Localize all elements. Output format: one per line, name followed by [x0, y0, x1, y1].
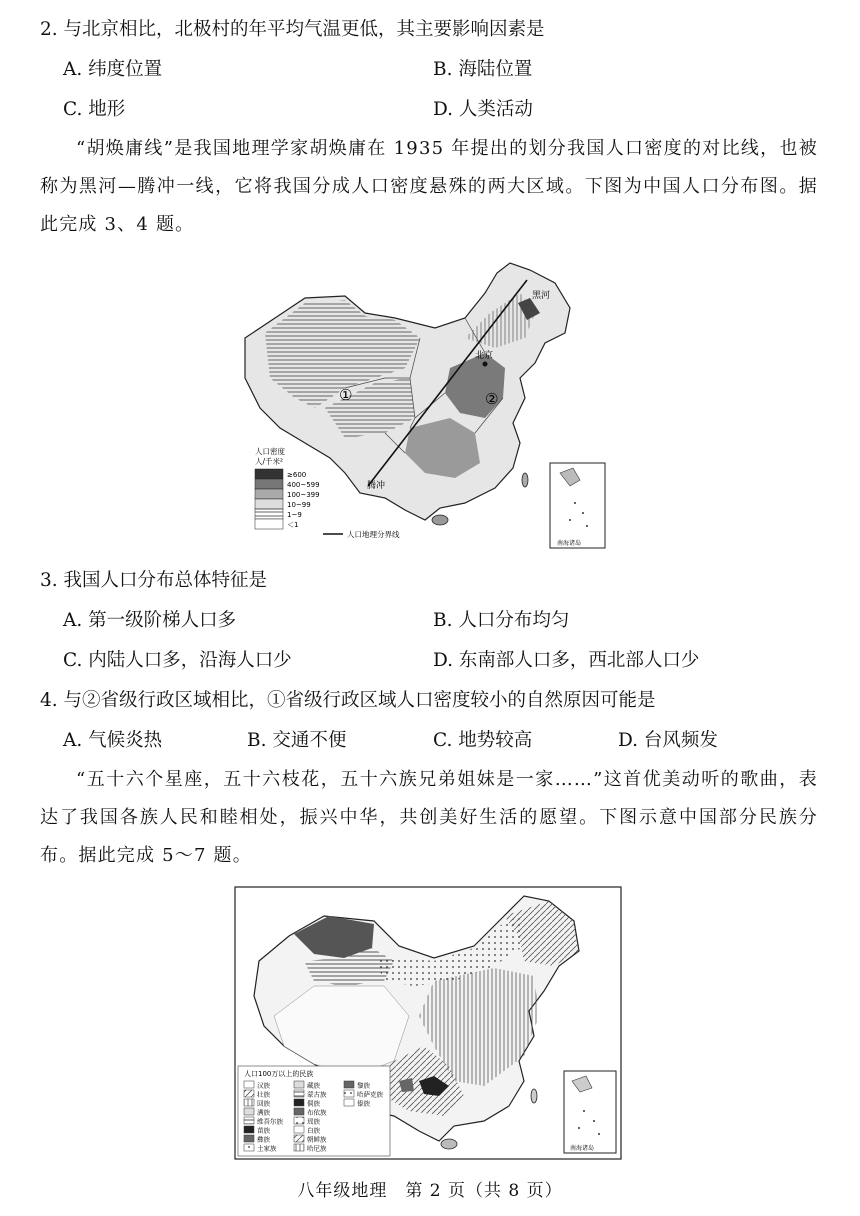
south-sea-label: 南海诸岛	[557, 540, 582, 547]
ethnic-legend-label: 满族	[257, 1108, 270, 1117]
ethnic-legend-label: 汉族	[257, 1081, 270, 1090]
ethnic-legend-swatch	[244, 1081, 254, 1088]
ethnic-legend-label: 黎族	[357, 1081, 370, 1090]
heihe-label: 黑河	[532, 291, 551, 301]
ethnic-legend-swatch	[294, 1081, 304, 1088]
legend-item-600: ≥600	[287, 471, 307, 479]
ethnic-legend-swatch	[294, 1126, 304, 1133]
ethnic-legend	[238, 1066, 390, 1156]
ethnic-legend-swatch	[294, 1144, 304, 1151]
q4-option-c[interactable]: C. 地势较高	[433, 730, 533, 751]
region-1-label: ①	[339, 386, 353, 404]
ethnic-legend-label: 苗族	[257, 1126, 270, 1135]
ethnic-legend-swatch	[344, 1099, 354, 1106]
q3-option-b[interactable]: B. 人口分布均匀	[433, 610, 570, 631]
legend-item-100: 100~399	[287, 491, 320, 499]
q2-option-d[interactable]: D. 人类活动	[433, 99, 533, 120]
q4-stem: 4. 与②省级行政区域相比，①省级行政区域人口密度较小的自然原因可能是	[40, 690, 656, 711]
ethnic-legend-swatch	[244, 1135, 254, 1142]
q3-option-a[interactable]: A. 第一级阶梯人口多	[63, 610, 237, 631]
passage-hu-line: “胡焕庸线”是我国地理学家胡焕庸在 1935 年提出的划分我国人口密度的对比线，也被称为黑河—腾冲一线，它将我国分成人口密度悬殊的两大区域。下图为中国人口分布图。据此完成 3、4 题。	[40, 138, 818, 235]
ethnic-legend-label: 维吾尔族	[257, 1117, 283, 1126]
ethnic-legend-label: 白族	[307, 1126, 320, 1135]
taiwan-island	[522, 473, 528, 487]
hainan-island	[432, 515, 448, 525]
ethnic-legend-label: 藏族	[307, 1081, 320, 1090]
q2-option-c[interactable]: C. 地形	[63, 99, 126, 120]
ethnic-legend-label: 布依族	[307, 1108, 327, 1117]
population-density-map	[235, 258, 625, 553]
ethnic-legend-swatch	[344, 1081, 354, 1088]
ethnic-legend-label: 蒙古族	[307, 1090, 327, 1099]
legend-item-lt1: ＜1	[287, 521, 299, 529]
beijing-dot	[483, 362, 488, 367]
ethnic-legend-swatch	[294, 1090, 304, 1097]
ethnic-legend-swatch	[294, 1108, 304, 1115]
q2-option-b[interactable]: B. 海陆位置	[433, 59, 533, 80]
ethnic-legend-swatch	[294, 1135, 304, 1142]
legend-title: 人口密度	[255, 447, 285, 456]
q4-option-a[interactable]: A. 气候炎热	[63, 730, 163, 751]
q3-stem: 3. 我国人口分布总体特征是	[40, 570, 268, 591]
ethnic-legend-label: 侗族	[307, 1099, 320, 1108]
ethnic-legend-label: 哈萨克族	[357, 1090, 383, 1099]
q4-option-d[interactable]: D. 台风频发	[618, 730, 718, 751]
ethnic-legend-swatch	[244, 1126, 254, 1133]
ethnic-legend-title: 人口100万以上的民族	[244, 1070, 314, 1078]
legend-item-10: 10~99	[287, 501, 311, 509]
q3-option-d[interactable]: D. 东南部人口多，西北部人口少	[433, 650, 700, 671]
ethnic-legend-label: 回族	[257, 1099, 270, 1108]
ethnic-legend-swatch	[294, 1099, 304, 1106]
ethnic-legend-label: 哈尼族	[307, 1144, 327, 1153]
page-footer: 八年级地理 第 2 页（共 8 页）	[297, 1181, 563, 1201]
ethnic-legend-label: 傣族	[357, 1099, 370, 1108]
ethnic-legend-label: 瑶族	[307, 1117, 320, 1126]
legend-item-400: 400~599	[287, 481, 320, 489]
q4-option-b[interactable]: B. 交通不便	[247, 730, 347, 751]
q3-option-c[interactable]: C. 内陆人口多，沿海人口少	[63, 650, 292, 671]
ethnic-legend-swatch	[244, 1090, 254, 1097]
ethnic-legend-swatch	[244, 1108, 254, 1115]
ethnic-legend-swatch	[244, 1117, 254, 1124]
legend-unit: 人/千米²	[255, 457, 284, 466]
map2-south-sea-label: 南海诸岛	[570, 1145, 595, 1152]
tengchong-label: 腾冲	[367, 481, 386, 491]
beijing-label: 北京	[475, 351, 494, 361]
ethnic-legend-swatch	[344, 1090, 354, 1097]
ethnic-legend-swatch	[294, 1117, 304, 1124]
ethnic-legend-label: 壮族	[257, 1090, 270, 1099]
ethnic-legend-label: 土家族	[257, 1144, 277, 1153]
ethnic-legend-label: 朝鲜族	[307, 1135, 327, 1144]
ethnic-distribution-map	[234, 886, 622, 1160]
ethnic-legend-swatch	[244, 1144, 254, 1151]
region-2-label: ②	[485, 390, 499, 408]
legend-item-1: 1~9	[287, 511, 302, 519]
ethnic-legend-label: 彝族	[257, 1135, 270, 1144]
ethnic-legend-swatch	[244, 1099, 254, 1106]
passage-ethnic-song: “五十六个星座，五十六枝花，五十六族兄弟姐妹是一家……”这首优美动听的歌曲，表达了我国各族人民和睦相处，振兴中华，共创美好生活的愿望。下图示意中国部分民族分布。据此完成 5～7 题。	[40, 769, 818, 866]
q2-option-a[interactable]: A. 纬度位置	[63, 59, 163, 80]
legend-line-label: 人口地理分界线	[347, 530, 400, 539]
map2-south-sea-inset	[564, 1071, 616, 1153]
q2-stem: 2. 与北京相比，北极村的年平均气温更低，其主要影响因素是	[40, 19, 545, 40]
